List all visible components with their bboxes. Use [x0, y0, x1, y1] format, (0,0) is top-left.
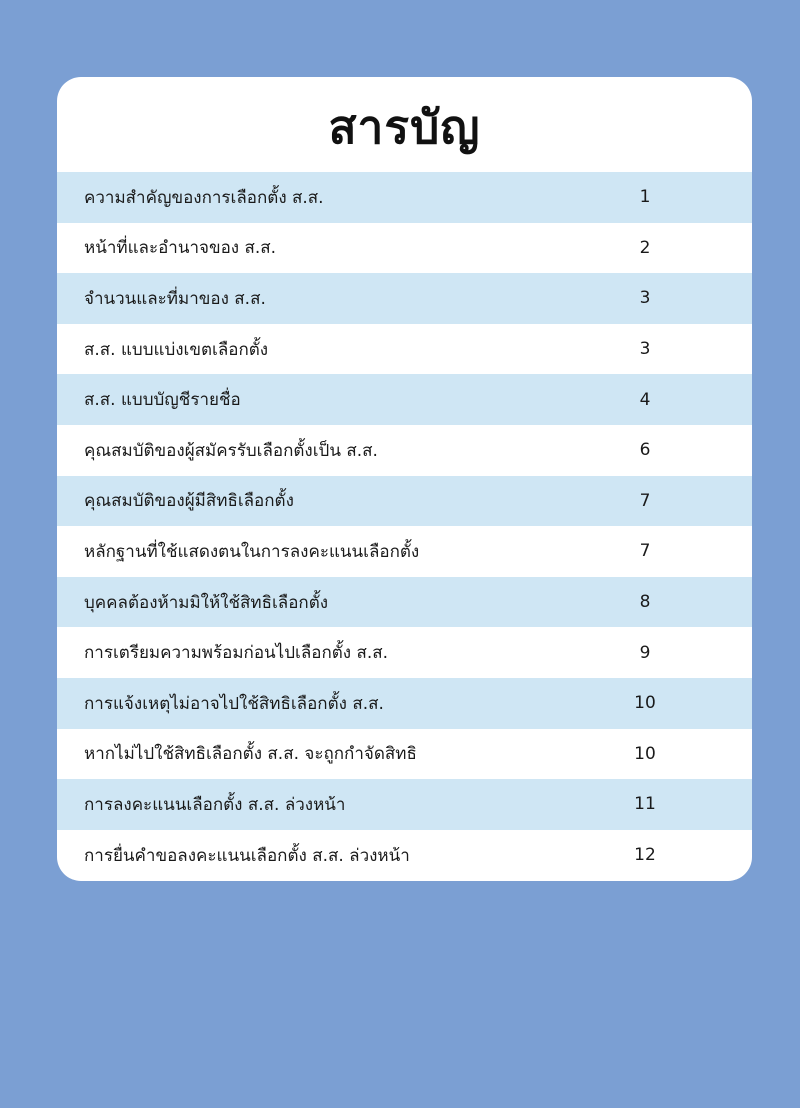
toc-row[interactable]	[57, 172, 752, 223]
toc-entry-label: คุณสมบัติของผู้สมัครรับเลือกตั้งเป็น ส.ส.	[84, 440, 378, 461]
toc-row[interactable]	[57, 627, 752, 678]
toc-page-number: 7	[639, 490, 651, 511]
toc-page-number: 8	[639, 592, 651, 613]
toc-row[interactable]	[57, 324, 752, 375]
toc-page-number: 2	[639, 237, 651, 258]
toc-entry-label: การเตรียมความพร้อมก่อนไปเลือกตั้ง ส.ส.	[84, 643, 389, 664]
toc-page-number: 3	[639, 288, 651, 309]
toc-row[interactable]	[57, 476, 752, 527]
toc-page-number: 9	[639, 642, 651, 663]
toc-entry-label: คุณสมบัติของผู้มีสิทธิเลือกตั้ง	[84, 491, 294, 512]
toc-page-number: 6	[639, 440, 651, 461]
toc-row[interactable]	[57, 678, 752, 729]
table-of-contents-card	[57, 77, 752, 881]
toc-list	[57, 172, 752, 880]
toc-entry-label: ส.ส. แบบบัญชีรายชื่อ	[84, 390, 241, 411]
toc-page-number: 12	[634, 845, 656, 866]
toc-entry-label: หลักฐานที่ใช้แสดงตนในการลงคะแนนเลือกตั้ง	[84, 541, 420, 562]
toc-entry-label: การแจ้งเหตุไม่อาจไปใช้สิทธิเลือกตั้ง ส.ส.	[84, 693, 384, 714]
toc-entry-label: การลงคะแนนเลือกตั้ง ส.ส. ล่วงหน้า	[84, 794, 346, 815]
toc-page-number: 10	[634, 693, 656, 714]
toc-row[interactable]	[57, 526, 752, 577]
toc-entry-label: หากไม่ไปใช้สิทธิเลือกตั้ง ส.ส. จะถูกกำจัดสิทธิ	[84, 744, 417, 765]
toc-entry-label: การยื่นคำขอลงคะแนนเลือกตั้ง ส.ส. ล่วงหน้า	[84, 845, 410, 866]
toc-row[interactable]	[57, 779, 752, 830]
toc-page-number: 4	[639, 389, 651, 410]
toc-row[interactable]	[57, 729, 752, 780]
toc-page-number: 10	[634, 743, 656, 764]
toc-row[interactable]	[57, 374, 752, 425]
toc-row[interactable]	[57, 830, 752, 881]
toc-entry-label: บุคคลต้องห้ามมิให้ใช้สิทธิเลือกตั้ง	[84, 592, 329, 613]
toc-entry-label: ส.ส. แบบแบ่งเขตเลือกตั้ง	[84, 339, 269, 360]
toc-row[interactable]	[57, 273, 752, 324]
toc-entry-label: ความสำคัญของการเลือกตั้ง ส.ส.	[84, 187, 324, 208]
toc-entry-label: จำนวนและที่มาของ ส.ส.	[84, 288, 266, 309]
toc-row[interactable]	[57, 425, 752, 476]
toc-row[interactable]	[57, 577, 752, 628]
page-title: สารบัญ	[328, 100, 481, 154]
toc-page-number: 1	[639, 187, 651, 208]
toc-row[interactable]	[57, 223, 752, 274]
toc-page-number: 11	[634, 794, 656, 815]
toc-entry-label: หน้าที่และอำนาจของ ส.ส.	[84, 238, 277, 259]
toc-page-number: 7	[639, 541, 651, 562]
toc-page-number: 3	[639, 339, 651, 360]
